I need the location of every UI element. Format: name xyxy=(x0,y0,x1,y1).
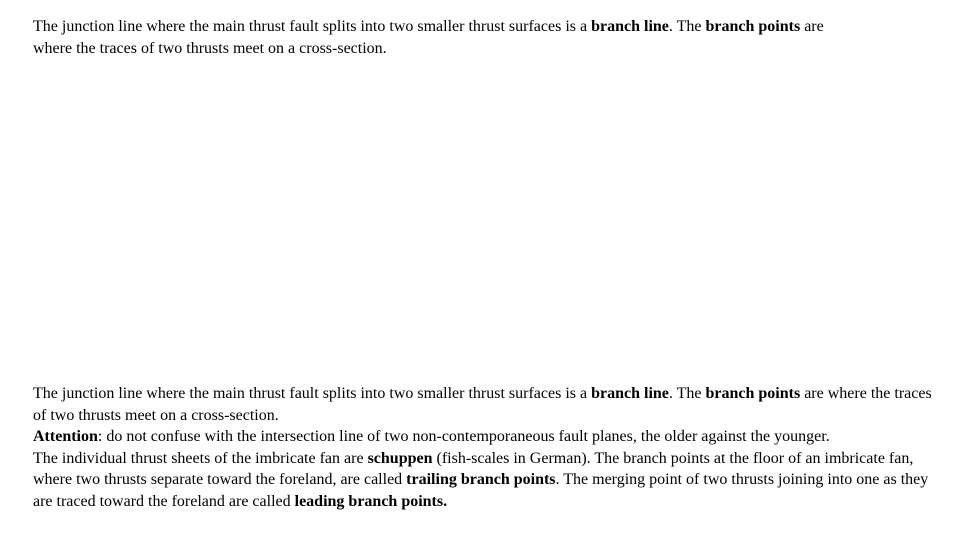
term-branch-points: branch points xyxy=(705,385,801,402)
text-span: (fish-scales in German). The branch points at the floor of an imbricate fan, where two thrusts separate toward the foreland, are called xyxy=(33,449,914,488)
term-branch-points: branch points xyxy=(705,18,801,35)
attention-label: Attention xyxy=(33,428,98,445)
text-span: . The xyxy=(668,385,706,402)
term-schuppen: schuppen xyxy=(367,449,433,467)
term-branch-line: branch line xyxy=(591,385,669,402)
schuppen-paragraph xyxy=(33,448,938,513)
text-span: : do not confuse with the intersection line of two non-contemporaneous fault planes, the older against the younger. xyxy=(97,428,830,445)
text-span: The junction line where the main thrust fault splits into two smaller thrust surfaces is a xyxy=(33,18,592,35)
term-leading-branch-points: leading branch points. xyxy=(294,492,448,510)
bottom-text-block xyxy=(33,383,938,512)
term-branch-line: branch line xyxy=(591,18,669,35)
text-span: are where the traces of two thrusts meet on a cross-section. xyxy=(33,18,824,57)
text-span: The individual thrust sheets of the imbricate fan are xyxy=(33,449,368,467)
definition-paragraph xyxy=(33,383,938,426)
text-span: . The xyxy=(668,18,706,35)
attention-paragraph xyxy=(33,426,938,448)
term-trailing-branch-points: trailing branch points xyxy=(406,471,556,488)
text-span: The junction line where the main thrust fault splits into two smaller thrust surfaces is a xyxy=(33,385,592,402)
top-paragraph xyxy=(33,16,863,59)
text-span: . The merging point of two thrusts joining into one as they are traced toward the foreland are called xyxy=(33,471,929,510)
text-span: are where the traces of two thrusts meet on a cross-section. xyxy=(33,385,932,424)
